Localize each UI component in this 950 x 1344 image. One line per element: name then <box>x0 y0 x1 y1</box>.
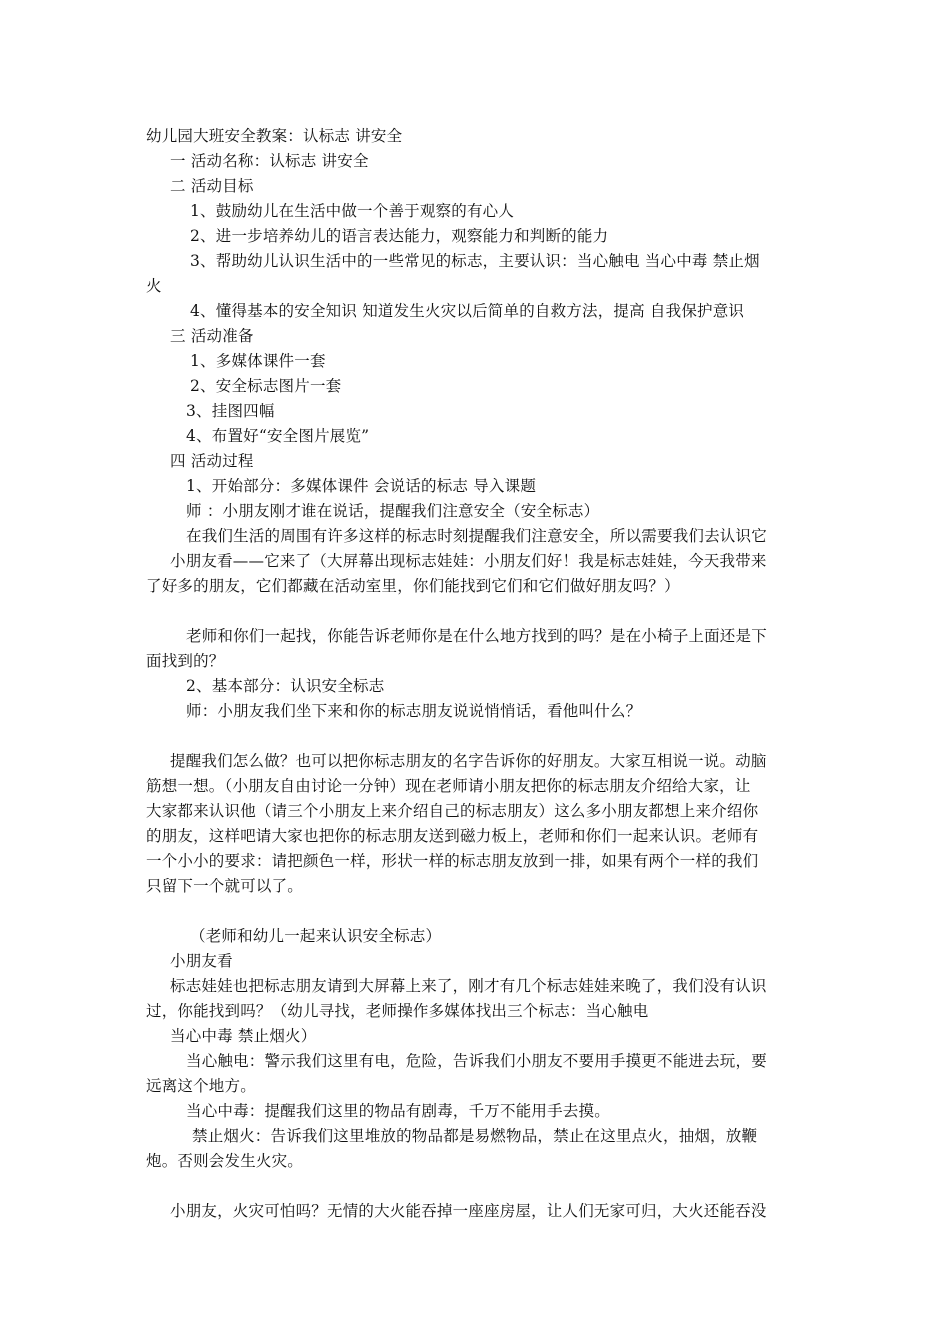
list-item: 4、懂得基本的安全知识 知道发生火灾以后简单的自救方法，提高 自我保护意识 <box>190 302 745 320</box>
list-item: 1、多媒体课件一套 <box>190 352 326 370</box>
list-item: 1、鼓励幼儿在生活中做一个善于观察的有心人 <box>190 202 515 220</box>
paragraph-line: 火 <box>146 277 162 295</box>
paragraph-line: 提醒我们怎么做？也可以把你标志朋友的名字告诉你的好朋友。大家互相说一说。动脑 <box>170 752 767 770</box>
paragraph-line: 当心触电：警示我们这里有电，危险，告诉我们小朋友不要用手摸更不能进去玩，要 <box>186 1052 767 1070</box>
paragraph-line: 面找到的？ <box>146 652 225 670</box>
section-heading: 四 活动过程 <box>170 452 254 470</box>
paragraph-line: 小朋友看——它来了（大屏幕出现标志娃娃：小朋友们好！我是标志娃娃，今天我带来 <box>170 552 767 570</box>
list-item: 1、开始部分：多媒体课件 会说话的标志 导入课题 <box>186 477 537 495</box>
section-heading: 二 活动目标 <box>170 177 254 195</box>
paragraph-line: 小朋友看 <box>170 952 233 970</box>
paragraph-line: 小朋友，火灾可怕吗？无情的大火能吞掉一座座房屋，让人们无家可归，大火还能吞没 <box>170 1202 767 1220</box>
paragraph-line: 禁止烟火：告诉我们这里堆放的物品都是易燃物品，禁止在这里点火，抽烟，放鞭 <box>192 1127 758 1145</box>
paragraph-line: 筋想一想。（小朋友自由讨论一分钟）现在老师请小朋友把你的标志朋友介绍给大家，让 <box>146 777 751 795</box>
paragraph-line: 只留下一个就可以了。 <box>146 877 304 895</box>
paragraph-line: 老师和你们一起找，你能告诉老师你是在什么地方找到的吗？是在小椅子上面还是下 <box>186 627 767 645</box>
paragraph-line: 大家都来认识他（请三个小朋友上来介绍自己的标志朋友）这么多小朋友都想上来介绍你 <box>146 802 759 820</box>
paragraph-line: 师：小朋友我们坐下来和你的标志朋友说说悄悄话，看他叫什么？ <box>186 702 642 720</box>
paragraph-line: 的朋友，这样吧请大家也把你的标志朋友送到磁力板上，老师和你们一起来认识。老师有 <box>146 827 759 845</box>
paragraph-line: 当心中毒：提醒我们这里的物品有剧毒，千万不能用手去摸。 <box>186 1102 610 1120</box>
list-item: 3、挂图四幅 <box>186 402 275 420</box>
section-heading: 三 活动准备 <box>170 327 254 345</box>
paragraph-line: 了好多的朋友，它们都藏在活动室里，你们能找到它们和它们做好朋友吗？） <box>146 577 680 595</box>
paragraph-line: 一个小小的要求：请把颜色一样，形状一样的标志朋友放到一排，如果有两个一样的我们 <box>146 852 759 870</box>
paragraph-line: 当心中毒 禁止烟火） <box>170 1027 317 1045</box>
paragraph-line: （老师和幼儿一起来认识安全标志） <box>190 927 442 945</box>
paragraph-line: 师 ：小朋友刚才谁在说话，提醒我们注意安全（安全标志） <box>186 502 600 520</box>
document-title: 幼儿园大班安全教案：认标志 讲安全 <box>146 127 403 145</box>
paragraph-line: 标志娃娃也把标志朋友请到大屏幕上来了，刚才有几个标志娃娃来晚了，我们没有认识 <box>170 977 767 995</box>
list-item: 2、进一步培养幼儿的语言表达能力，观察能力和判断的能力 <box>190 227 609 245</box>
paragraph-line: 在我们生活的周围有许多这样的标志时刻提醒我们注意安全，所以需要我们去认识它 <box>186 527 767 545</box>
paragraph-line: 炮。否则会发生火灾。 <box>146 1152 304 1170</box>
paragraph-line: 远离这个地方。 <box>146 1077 256 1095</box>
section-heading: 一 活动名称：认标志 讲安全 <box>170 152 369 170</box>
list-item: 2、基本部分：认识安全标志 <box>186 677 385 695</box>
list-item: 3、帮助幼儿认识生活中的一些常见的标志，主要认识：当心触电 当心中毒 禁止烟 <box>190 252 760 270</box>
list-item: 2、安全标志图片一套 <box>190 377 342 395</box>
list-item: 4、布置好“安全图片展览” <box>186 427 370 445</box>
paragraph-line: 过，你能找到吗？（幼儿寻找，老师操作多媒体找出三个标志：当心触电 <box>146 1002 649 1020</box>
